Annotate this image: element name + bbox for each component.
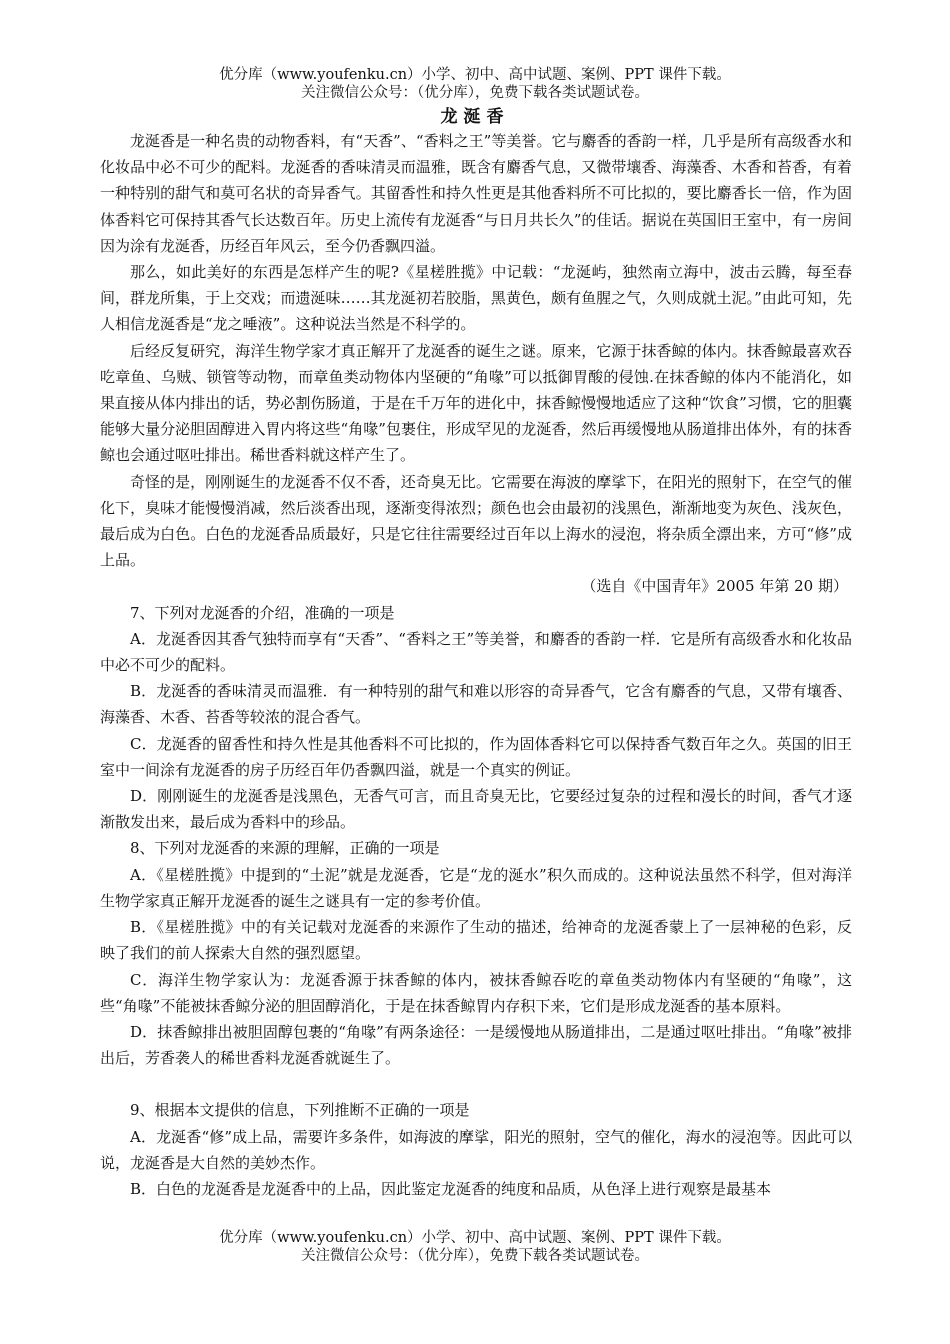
question-8-option-b: B．《星槎胜揽》中的有关记载对龙涎香的来源作了生动的描述，给神奇的龙涎香蒙上了一层神秘的色彩，反映了我们的前人探索大自然的强烈愿望。 [100, 918, 852, 963]
question-9-option-b: B．白色的龙涎香是龙涎香中的上品，因此鉴定龙涎香的纯度和品质，从色泽上进行观察是最基本 [130, 1179, 772, 1198]
document-body [100, 128, 852, 1202]
header-line-1: 优分库（www.youfenku.cn）小学、初中、高中试题、案例、PPT 课件下载。 [219, 67, 731, 83]
article-paragraph-4: 奇怪的是，刚刚诞生的龙涎香不仅不香，还奇臭无比。它需要在海波的摩挲下，在阳光的照射下，在空气的催化下，臭味才能慢慢消减，然后淡香出现，逐渐变得浓烈；颜色也会由最初的浅黑色，渐渐地变为灰色、浅灰色，最后成为白色。白色的龙涎香品质最好，只是它往往需要经过百年以上海水的浸泡，将杂质全漂出来，方可“修”成上品。 [100, 472, 852, 570]
article-paragraph-1: 龙涎香是一种名贵的动物香料，有“天香”、“香料之王”等美誉。它与麝香的香韵一样，几乎是所有高级香水和化妆品中必不可少的配料。龙涎香的香味清灵而温雅，既含有麝香气息，又微带壤香、海藻香、木香和苔香，有着一种特别的甜气和莫可名状的奇异香气。其留香性和持久性更是其他香料所不可比拟的，要比麝香长一倍，作为固体香料它可保持其香气长达数百年。历史上流传有龙涎香“与日月共长久”的佳话。据说在英国旧王室中，有一房间因为涂有龙涎香，历经百年风云，至今仍香飘四溢。 [100, 132, 852, 255]
question-9-stem: 9、根据本文提供的信息，下列推断不正确的一项是 [130, 1101, 470, 1120]
page-header [0, 66, 950, 102]
article-source: （选自《中国青年》2005 年第 20 期） [581, 577, 848, 596]
question-7-option-c: C．龙涎香的留香性和持久性是其他香料不可比拟的，作为固体香料它可以保持香气数百年之久。英国的旧王室中一间涂有龙涎香的房子历经百年仍香飘四溢，就是一个真实的例证。 [100, 734, 852, 779]
question-9-option-a: A．龙涎香“修”成上品，需要许多条件，如海波的摩挲，阳光的照射，空气的催化，海水的浸泡等。因此可以说，龙涎香是大自然的美妙杰作。 [100, 1127, 852, 1172]
footer-line-2: 关注微信公众号：（优分库），免费下载各类试题试卷。 [301, 1248, 649, 1264]
article-paragraph-2: 那么，如此美好的东西是怎样产生的呢?《星槎胜揽》中记载：“龙涎屿，独然南立海中，波击云腾，每至春间，群龙所集，于上交戏；而遗涎味……其龙涎初若胶脂，黑黄色，颇有鱼腥之气，久则成就土泥。”由此可知，先人相信龙涎香是“龙之唾液”。这种说法当然是不科学的。 [100, 263, 852, 334]
question-8-option-a: A．《星槎胜揽》中提到的“土泥”就是龙涎香，它是“龙的涎水”积久而成的。这种说法虽然不科学，但对海洋生物学家真正解开龙涎香的诞生之谜具有一定的参考价值。 [100, 865, 852, 910]
question-8-option-c: C．海洋生物学家认为：龙涎香源于抹香鲸的体内，被抹香鲸吞吃的章鱼类动物体内有坚硬的“角喙”，这些“角喙”不能被抹香鲸分泌的胆固醇消化，于是在抹香鲸胃内存积下来，它们是形成龙涎香的基本原料。 [100, 970, 852, 1015]
question-8-stem: 8、下列对龙涎香的来源的理解，正确的一项是 [130, 839, 440, 858]
question-7-option-a: A．龙涎香因其香气独特而享有“天香”、“香料之王”等美誉，和麝香的香韵一样．它是所有高级香水和化妆品中必不可少的配料。 [100, 629, 852, 675]
question-7-option-d: D．刚刚诞生的龙涎香是浅黑色，无香气可言，而且奇臭无比，它要经过复杂的过程和漫长的时间，香气才逐渐散发出来，最后成为香料中的珍品。 [100, 787, 852, 832]
article-paragraph-3: 后经反复研究，海洋生物学家才真正解开了龙涎香的诞生之谜。原来，它源于抹香鲸的体内。抹香鲸最喜欢吞吃章鱼、乌贼、锁管等动物，而章鱼类动物体内坚硬的“角喙”可以抵御胃酸的侵蚀.在抹香鲸的体内不能消化，如果直接从体内排出的话，势必割伤肠道，于是在千万年的进化中，抹香鲸慢慢地适应了这种“饮食”习惯，它的胆囊能够大量分泌胆固醇进入胃内将这些“角喙”包裹住，形成罕见的龙涎香，然后再缓慢地从肠道排出体外，有的抹香鲸也会通过呕吐排出。稀世香料就这样产生了。 [100, 341, 852, 465]
header-line-2: 关注微信公众号：（优分库），免费下载各类试题试卷。 [301, 85, 649, 101]
page-footer [0, 1229, 950, 1265]
article-title: 龙涎香 [440, 107, 510, 127]
question-7-stem: 7、下列对龙涎香的介绍，准确的一项是 [130, 603, 395, 622]
blank-line [100, 1071, 852, 1097]
question-8-option-d: D．抹香鲸排出被胆固醇包裹的“角喙”有两条途径：一是缓慢地从肠道排出，二是通过呕吐排出。“角喙”被排出后，芳香袭人的稀世香料龙涎香就诞生了。 [100, 1022, 852, 1068]
question-7-option-b: B．龙涎香的香味清灵而温雅．有一种特别的甜气和难以形容的奇异香气，它含有麝香的气息，又带有壤香、海藻香、木香、苔香等较浓的混合香气。 [100, 682, 852, 727]
footer-line-1: 优分库（www.youfenku.cn）小学、初中、高中试题、案例、PPT 课件下载。 [219, 1230, 731, 1246]
